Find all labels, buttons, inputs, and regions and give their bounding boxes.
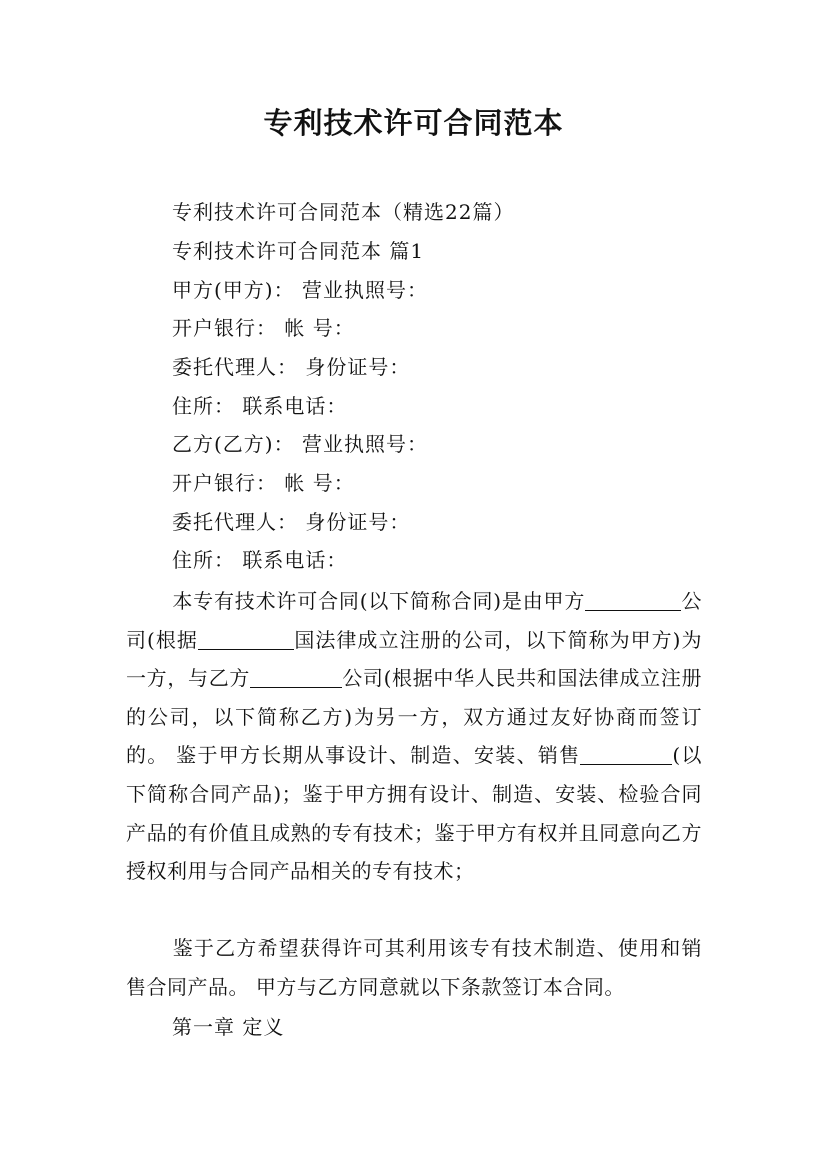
chapter-heading: 第一章 定义 <box>172 1015 285 1039</box>
blank-line <box>198 627 294 650</box>
blank-line <box>250 665 342 688</box>
party-a-address-line: 住所： 联系电话： <box>172 394 348 418</box>
intro-text-3: 国法律成立注册的公司，以下简称为甲方)为一方，与乙方 <box>126 627 702 691</box>
party-b-line: 乙方(乙方)： 营业执照号： <box>172 432 428 456</box>
party-b-agent-line: 委托代理人： 身份证号： <box>172 510 411 534</box>
blank-line <box>585 588 681 611</box>
party-b-address-line: 住所： 联系电话： <box>172 548 348 572</box>
intro-text-5: (以下简称合同产品)；鉴于甲方拥有设计、制造、安装、检验合同产品的有价值且成熟的专有技术；鉴于甲方有权并且同意向乙方授权利用与合同产品相关的专有技术； <box>126 743 702 884</box>
subtitle-line: 专利技术许可合同范本（精选22篇） <box>172 200 515 224</box>
intro-paragraph <box>126 582 702 891</box>
second-paragraph <box>126 929 702 1006</box>
section-heading: 专利技术许可合同范本 篇1 <box>172 239 425 263</box>
intro-text-4: 公司(根据中华人民共和国法律成立注册的公司，以下简称乙方)为另一方，双方通过友好协商而签订的。 鉴于甲方长期从事设计、制造、安装、销售 <box>126 666 702 768</box>
party-a-agent-line: 委托代理人： 身份证号： <box>172 355 411 379</box>
party-a-bank-line: 开户银行： 帐 号： <box>172 316 355 340</box>
document-title: 专利技术许可合同范本 <box>263 106 564 140</box>
blank-line <box>580 742 672 765</box>
intro-text-2: 公司(根据 <box>126 589 703 652</box>
party-a-line: 甲方(甲方)： 营业执照号： <box>172 278 428 302</box>
party-b-bank-line: 开户银行： 帐 号： <box>172 471 355 495</box>
second-text: 鉴于乙方希望获得许可其利用该专有技术制造、使用和销售合同产品。 甲方与乙方同意就以下条款签订本合同。 <box>126 936 702 999</box>
intro-text-1: 本专有技术许可合同(以下简称合同)是由甲方 <box>172 589 586 613</box>
